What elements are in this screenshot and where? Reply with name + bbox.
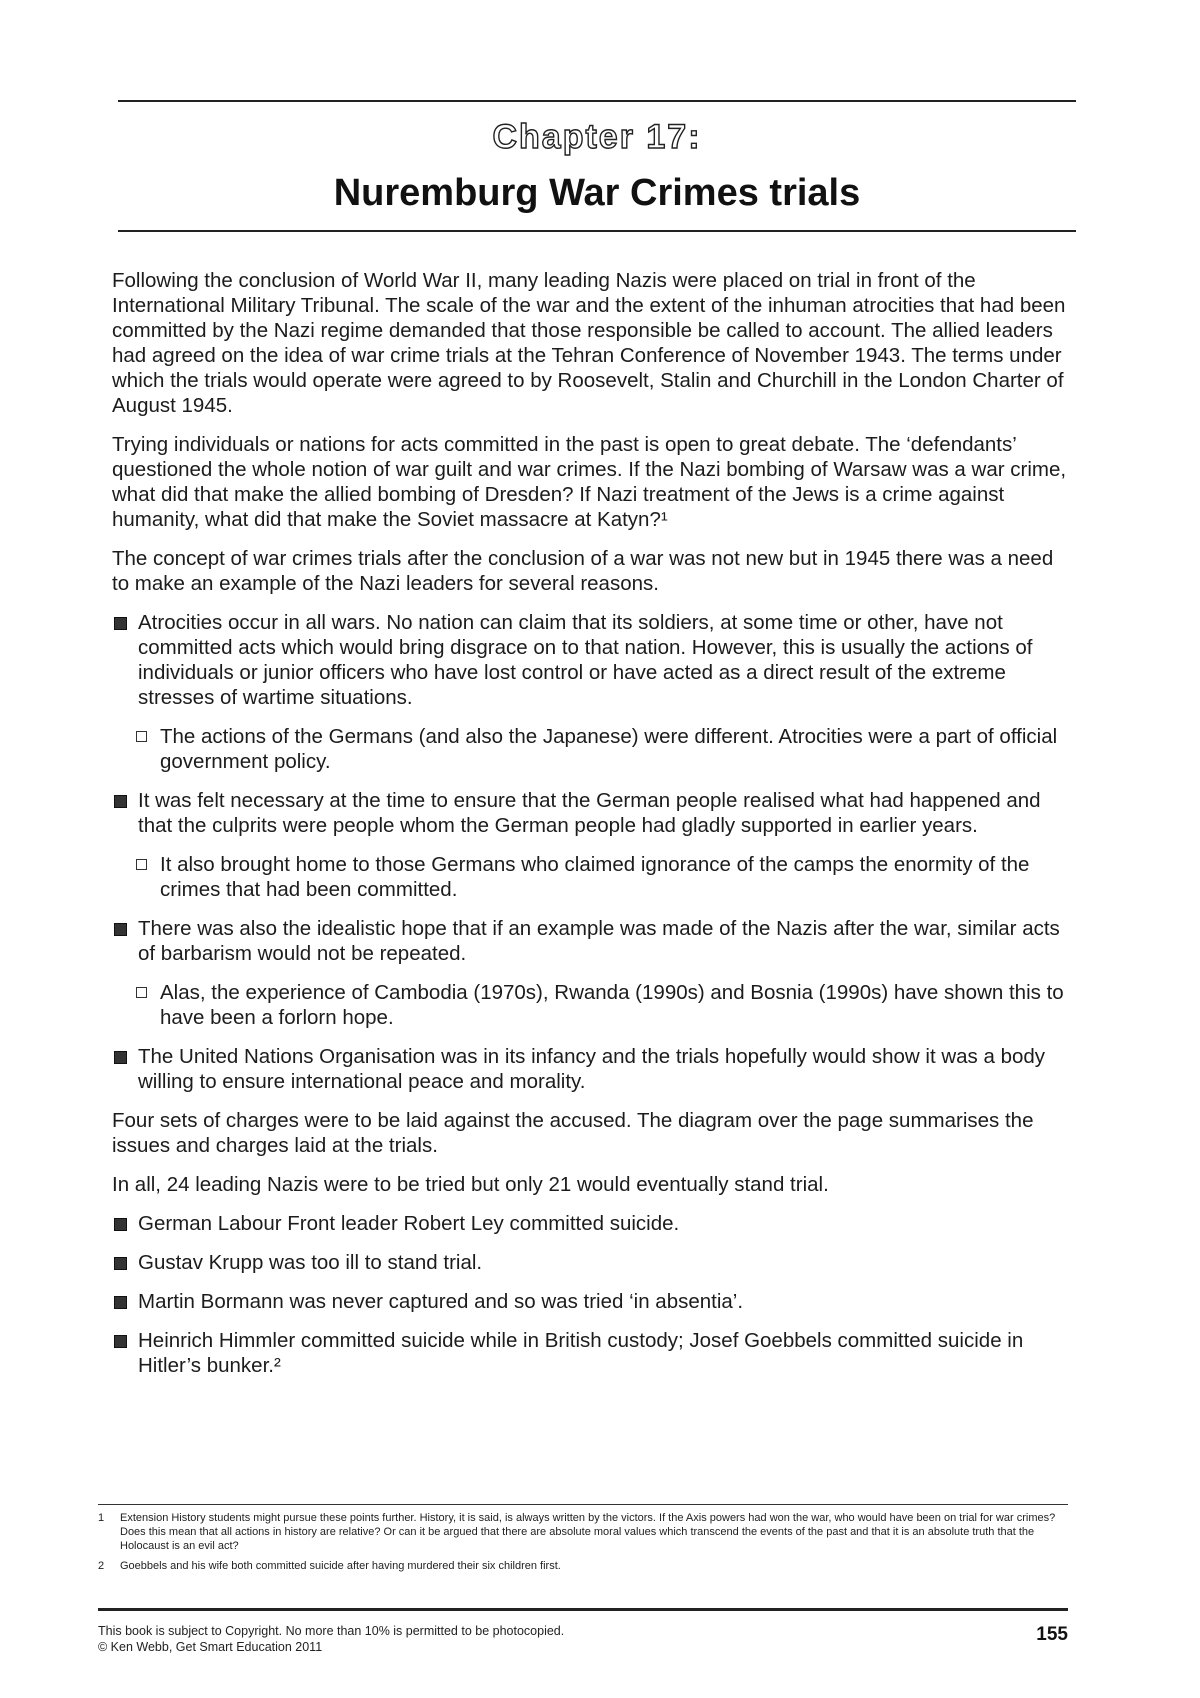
reason-item	[112, 610, 1072, 710]
defendants-paragraph: In all, 24 leading Nazis were to be tried but only 21 would eventually stand trial.	[112, 1173, 829, 1196]
sub-bullet-icon	[136, 731, 147, 742]
reason-subtext: The actions of the Germans (and also the Japanese) were different. Atrocities were a part of official government policy.	[160, 725, 1058, 773]
chapter-title: Nuremburg War Crimes trials	[333, 172, 861, 214]
intro-paragraph: Following the conclusion of World War II, many leading Nazis were placed on trial in front of the International Military Tribunal. The scale of the war and the extent of the inhuman atrocities that had been committed by the Nazi regime demanded that those responsible be called to account. The allied leaders had agreed on the idea of war crime trials at the Tehran Conference of November 1943. The terms under which the trials would operate were agreed to by Roosevelt, Stalin and Churchill in the London Charter of August 1945.	[112, 269, 1066, 417]
reason-subitem	[112, 980, 1072, 1030]
bullet-icon	[114, 923, 127, 936]
bullet-icon	[114, 1296, 127, 1309]
sub-bullet-icon	[136, 859, 147, 870]
page-number: 155	[1036, 1624, 1068, 1645]
footnote-rule	[98, 1504, 1068, 1505]
footer-rule	[98, 1608, 1068, 1611]
absentee-text: German Labour Front leader Robert Ley committed suicide.	[138, 1212, 680, 1235]
reason-text: There was also the idealistic hope that if an example was made of the Nazis after the war, similar acts of barbarism would not be repeated.	[138, 917, 1060, 965]
header-bottom-rule	[118, 230, 1076, 232]
absentee-text: Heinrich Himmler committed suicide while in British custody; Josef Goebbels committed suicide in Hitler’s bunker.²	[138, 1329, 1024, 1377]
sub-bullet-icon	[136, 987, 147, 998]
reason-text: Atrocities occur in all wars. No nation can claim that its soldiers, at some time or other, have not committed acts which would bring disgrace on to that nation. However, this is usually the actions of individuals or junior officers who have lost control or have acted as a direct result of the extreme stresses of wartime situations.	[138, 611, 1033, 709]
footnotes	[98, 1511, 1070, 1579]
bullet-icon	[114, 795, 127, 808]
chapter-body	[112, 268, 1072, 1392]
charges-paragraph: Four sets of charges were to be laid against the accused. The diagram over the page summarises the issues and charges laid at the trials.	[112, 1109, 1034, 1157]
reasons-intro-paragraph: The concept of war crimes trials after the conclusion of a war was not new but in 1945 there was a need to make an example of the Nazi leaders for several reasons.	[112, 547, 1054, 595]
footnote-number: 1	[98, 1512, 105, 1524]
reason-subitem	[112, 852, 1072, 902]
footnote-text: Goebbels and his wife both committed suicide after having murdered their six children first.	[120, 1560, 561, 1572]
absentee-item	[112, 1211, 1072, 1236]
absentee-item	[112, 1250, 1072, 1275]
chapter-label: Chapter 17:	[492, 118, 702, 156]
footnote-number: 2	[98, 1560, 105, 1572]
reason-subitem	[112, 724, 1072, 774]
bullet-icon	[114, 1257, 127, 1270]
footnote	[98, 1511, 1070, 1553]
reason-text: The United Nations Organisation was in its infancy and the trials hopefully would show it was a body willing to ensure international peace and morality.	[138, 1045, 1046, 1093]
bullet-icon	[114, 1335, 127, 1348]
bullet-icon	[114, 1051, 127, 1064]
absentee-text: Martin Bormann was never captured and so was tried ‘in absentia’.	[138, 1290, 744, 1313]
absentee-text: Gustav Krupp was too ill to stand trial.	[138, 1251, 483, 1274]
author-credit: © Ken Webb, Get Smart Education 2011	[98, 1640, 323, 1654]
bullet-icon	[114, 617, 127, 630]
absentee-item	[112, 1328, 1072, 1378]
header-top-rule	[118, 100, 1076, 102]
reason-item	[112, 1044, 1072, 1094]
footnote-text: Extension History students might pursue these points further. History, it is said, is always written by the victors. If the Axis powers had won the war, who would have been on trial for war crimes? Does this mean that all actions in history are relative? Or can it be argued that there are absolute moral values which transcend the events of the past and that it is an absolute truth that the Holocaust is an evil act?	[120, 1512, 1056, 1552]
footer-notice	[98, 1623, 898, 1655]
footnote	[98, 1559, 1070, 1573]
debate-paragraph: Trying individuals or nations for acts committed in the past is open to great debate. The ‘defendants’ questioned the whole notion of war guilt and war crimes. If the Nazi bombing of Warsaw was a war crime, what did that make the allied bombing of Dresden? If Nazi treatment of the Jews is a crime against humanity, what did that make the Soviet massacre at Katyn?¹	[112, 433, 1067, 531]
reason-subtext: It also brought home to those Germans who claimed ignorance of the camps the enormity of the crimes that had been committed.	[160, 853, 1030, 901]
reason-item	[112, 916, 1072, 966]
bullet-icon	[114, 1218, 127, 1231]
reason-text: It was felt necessary at the time to ensure that the German people realised what had happened and that the culprits were people whom the German people had gladly supported in earlier years.	[138, 789, 1041, 837]
reason-item	[112, 788, 1072, 838]
reason-subtext: Alas, the experience of Cambodia (1970s), Rwanda (1990s) and Bosnia (1990s) have shown this to have been a forlorn hope.	[160, 981, 1064, 1029]
copyright-notice: This book is subject to Copyright. No more than 10% is permitted to be photocopied.	[98, 1624, 565, 1638]
absentee-item	[112, 1289, 1072, 1314]
